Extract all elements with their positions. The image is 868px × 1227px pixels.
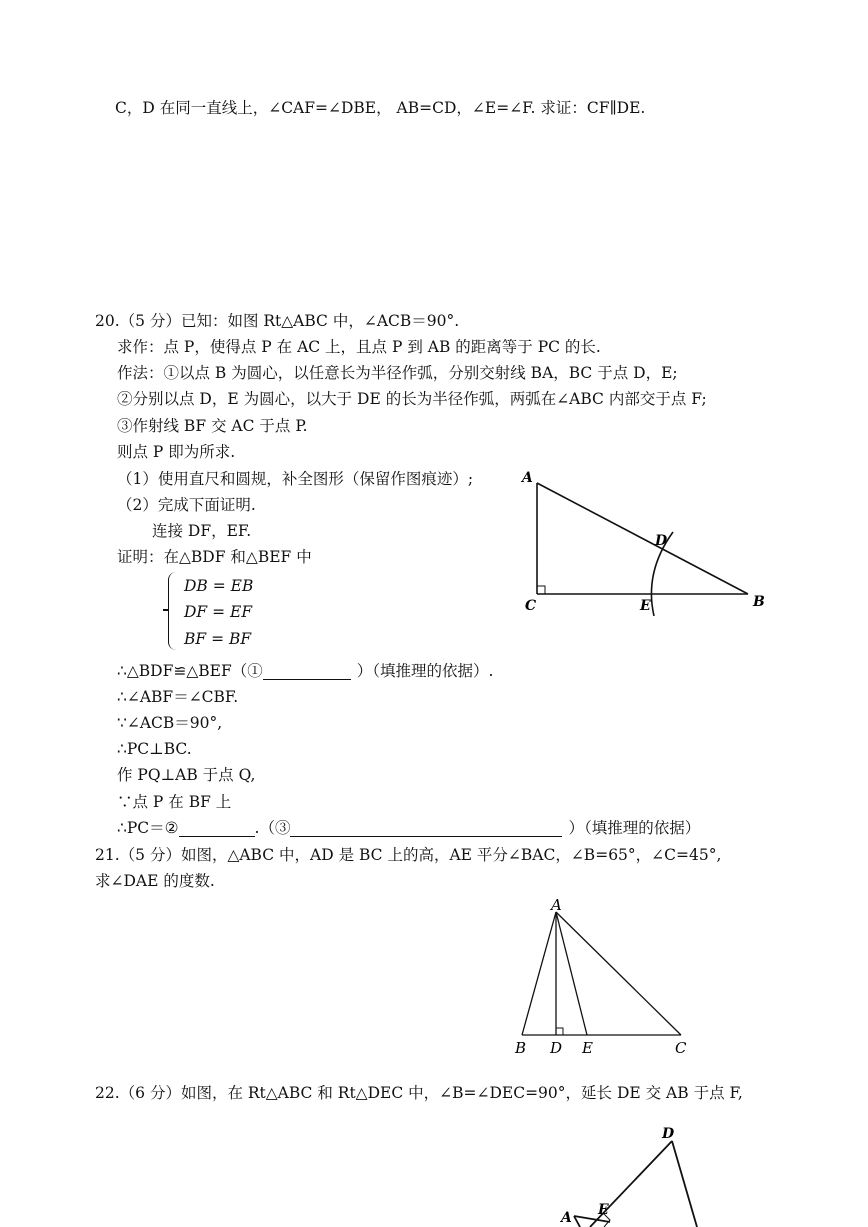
proof-step7-mid: .（③ [254, 819, 291, 837]
label-c: C [525, 598, 537, 614]
label-b-21: B [515, 1039, 527, 1057]
proof-step2: ∴∠ABF＝∠CBF. [117, 688, 239, 706]
proof-step3: ∵∠ACB＝90°, [117, 714, 223, 732]
label-e-21: E [582, 1039, 593, 1057]
label-e-22: E [598, 1202, 609, 1218]
label-e: E [640, 598, 651, 614]
proof-step4: ∴PC⊥BC. [117, 740, 192, 758]
proof-step5: 作 PQ⊥AB 于点 Q, [117, 766, 256, 784]
label-a-22: A [561, 1210, 572, 1226]
proof-step7-pre: ∴PC＝② [117, 819, 179, 837]
label-c-21: C [675, 1039, 687, 1057]
proof-eq-db-eb: DB = EB [184, 577, 254, 595]
label-d: D [655, 533, 668, 549]
problem20-q1: （1）使用直尺和圆规，补全图形（保留作图痕迹）; [117, 470, 474, 488]
proof-eq-df-ef: DF = EF [184, 603, 253, 621]
segment-dc-22 [672, 1141, 697, 1227]
problem22-line1: 22.（6 分）如图，在 Rt△ABC 和 Rt△DEC 中，∠B=∠DEC=90°，延长 DE 交 AB 于点 F, [95, 1084, 743, 1102]
label-a-21: A [551, 896, 562, 914]
problem20-proof-intro: 证明：在△BDF 和△BEF 中 [117, 548, 312, 566]
problem20-task: 求作：点 P，使得点 P 在 AC 上，且点 P 到 AB 的距离等于 PC 的长. [117, 338, 601, 356]
proof-step1-post: ）（填推理的依据）. [356, 662, 494, 680]
problem20-connect: 连接 DF，EF. [152, 522, 252, 540]
label-a: A [522, 470, 533, 486]
problem20-q2: （2）完成下面证明. [117, 496, 256, 514]
problem20-method2: ②分别以点 D，E 为圆心，以大于 DE 的长为半径作弧，两弧在∠ABC 内部交于点 F; [117, 390, 707, 408]
problem21-line1: 21.（5 分）如图，△ABC 中，AD 是 BC 上的高，AE 平分∠BAC，∠B=65°，∠C=45°, [95, 846, 722, 864]
problem19-line: C，D 在同一直线上，∠CAF=∠DBE， AB=CD，∠E=∠F. 求证：CF∥DE. [115, 99, 646, 117]
label-d-22: D [662, 1126, 675, 1142]
proof-step6: ∵点 P 在 BF 上 [117, 793, 232, 811]
label-d-21: D [550, 1039, 563, 1057]
proof-step7-post: ）（填推理的依据） [568, 819, 701, 837]
problem21-line2: 求∠DAE 的度数. [95, 872, 215, 890]
problem20-method3: ③作射线 BF 交 AC 于点 P. [117, 417, 308, 435]
problem20-method1: 作法：①以点 B 为圆心，以任意长为半径作弧，分别交射线 BA，BC 于点 D，E; [117, 364, 678, 382]
problem20-result: 则点 P 即为所求. [117, 443, 236, 461]
label-b: B [753, 594, 765, 610]
proof-eq-bf-bf: BF = BF [184, 630, 252, 648]
problem20-header: 20.（5 分）已知：如图 Rt△ABC 中，∠ACB＝90°. [95, 312, 460, 330]
proof-step1-pre: ∴△BDF≌△BEF（① [117, 662, 263, 680]
